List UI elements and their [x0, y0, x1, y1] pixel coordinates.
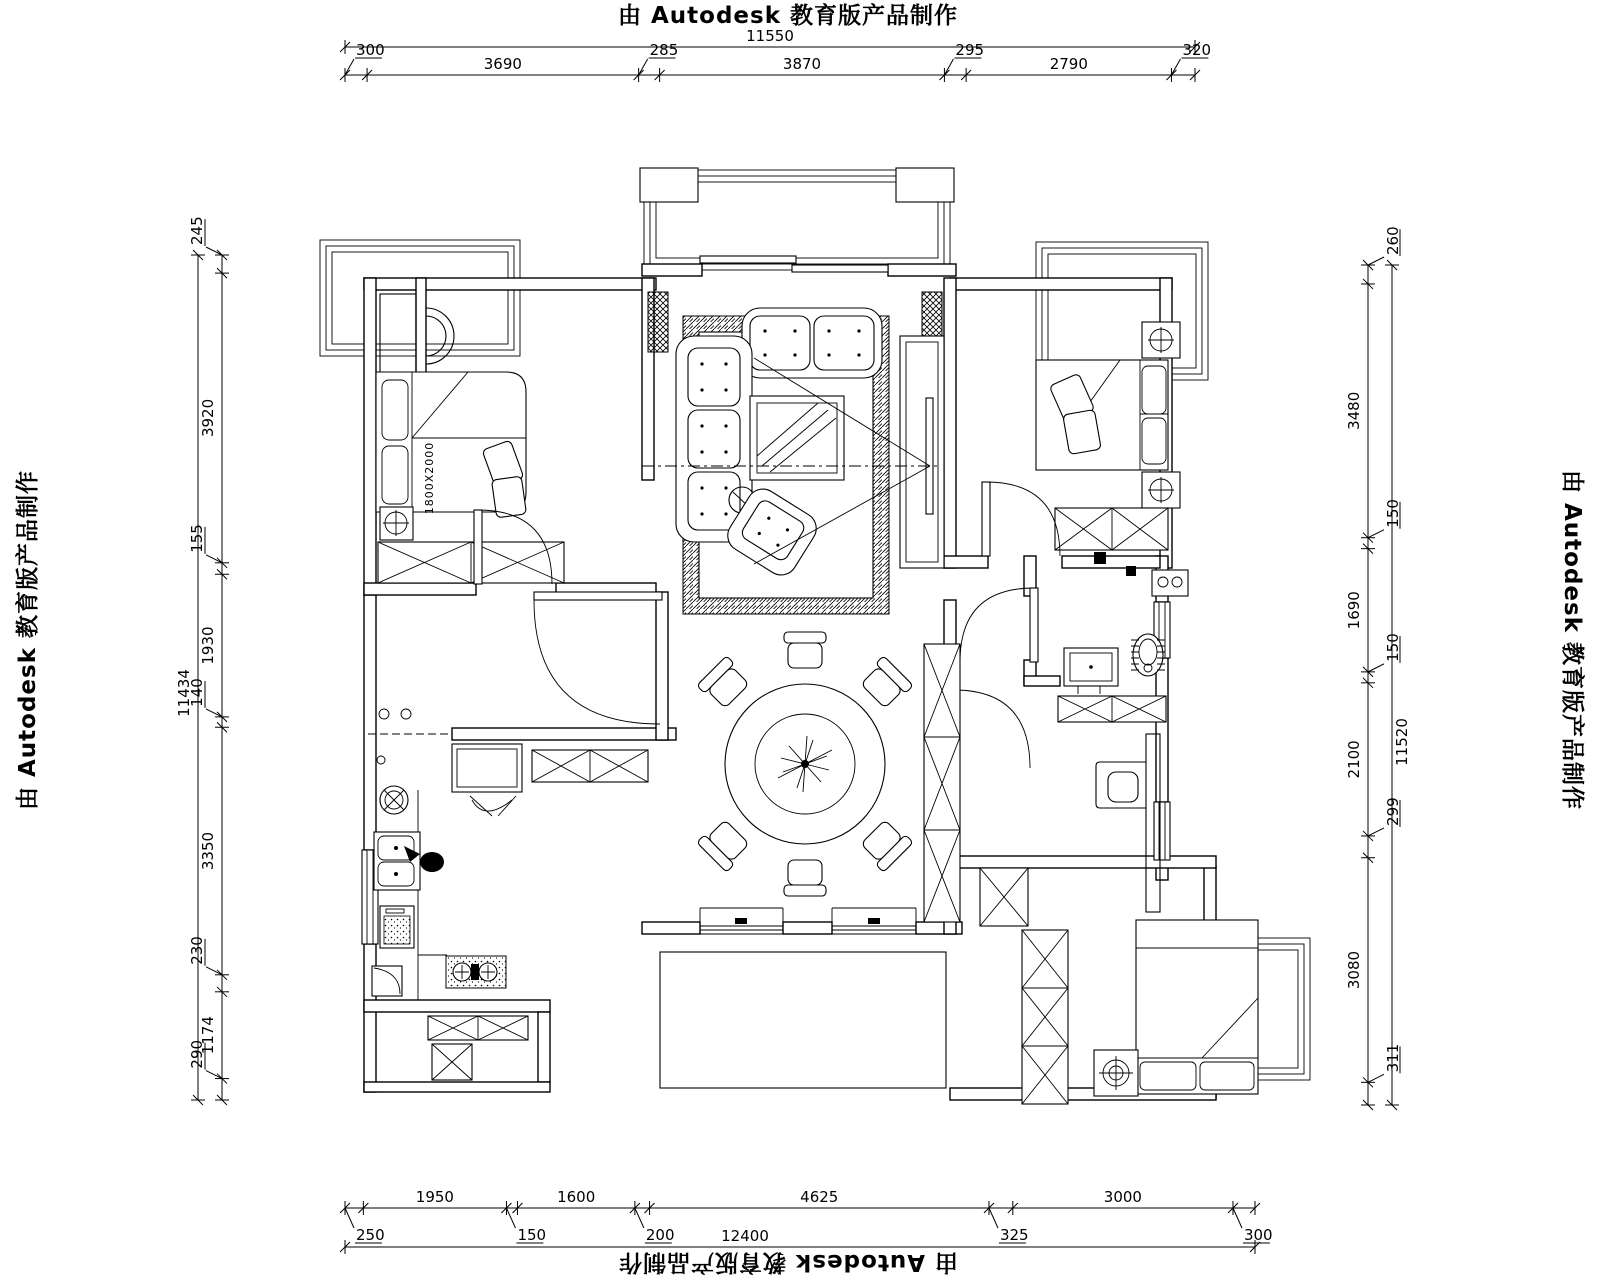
- wall-junction-block: [1094, 552, 1106, 564]
- svg-text:300: 300: [356, 41, 385, 59]
- floor-drain-icon: [380, 786, 408, 814]
- svg-text:3480: 3480: [1345, 391, 1363, 430]
- svg-text:11434: 11434: [175, 669, 193, 717]
- room-mid-left: [379, 592, 662, 724]
- washer-counter-icon: [1152, 570, 1188, 596]
- balcony-top-center: [640, 168, 954, 270]
- svg-text:11520: 11520: [1393, 718, 1411, 766]
- svg-text:300: 300: [1243, 1226, 1273, 1244]
- svg-text:11550: 11550: [746, 27, 794, 45]
- dressing-table-icon: [380, 294, 416, 376]
- svg-text:245: 245: [188, 216, 206, 245]
- svg-text:311: 311: [1384, 1043, 1402, 1073]
- cabinet-icon: [432, 1044, 472, 1080]
- chair-icon: [697, 817, 752, 872]
- cabinet-icon: [924, 644, 960, 922]
- svg-text:295: 295: [955, 41, 985, 59]
- chair-icon: [697, 656, 752, 711]
- svg-text:2790: 2790: [1049, 55, 1088, 73]
- cabinet-icon: [428, 1016, 528, 1040]
- coffee-table-icon: [750, 396, 844, 480]
- wardrobe-icon: [1022, 930, 1068, 1104]
- faucet-icon: [420, 852, 444, 872]
- bed-icon: [1036, 360, 1168, 470]
- bed-icon: [1136, 920, 1258, 1094]
- svg-text:3690: 3690: [483, 55, 522, 73]
- svg-text:4625: 4625: [800, 1188, 839, 1206]
- living-room: [642, 308, 944, 614]
- washer-icon: [380, 906, 414, 948]
- sofa-icon: [742, 308, 882, 378]
- door-icon: [960, 588, 1038, 662]
- balcony-top-right: [1036, 242, 1208, 380]
- svg-text:1930: 1930: [199, 626, 217, 665]
- door-icon: [982, 482, 1060, 556]
- window-icon: [832, 908, 916, 934]
- bed-size-label: 1800X2000: [423, 441, 436, 515]
- svg-text:150: 150: [1384, 499, 1402, 528]
- svg-text:260: 260: [1384, 226, 1402, 255]
- column-icon: [980, 868, 1028, 926]
- svg-text:3920: 3920: [199, 398, 217, 438]
- chair-icon: [1108, 772, 1138, 802]
- svg-text:2100: 2100: [1345, 740, 1363, 779]
- svg-text:230: 230: [188, 936, 206, 965]
- svg-text:3080: 3080: [1345, 950, 1363, 990]
- door-icon: [534, 592, 662, 724]
- svg-text:1690: 1690: [1345, 591, 1363, 630]
- wall-junction-block: [1126, 566, 1136, 576]
- autodesk-education-banner-right: 由 Autodesk 教育版产品制作: [1559, 469, 1585, 811]
- chair-icon: [858, 656, 913, 711]
- autodesk-education-banner-left: 由 Autodesk 教育版产品制作: [15, 469, 41, 811]
- chair-icon: [784, 632, 826, 668]
- fridge-icon: [372, 966, 402, 996]
- dining-room: [697, 632, 960, 922]
- nightstand-lamp-icon: [1142, 472, 1180, 508]
- toilet-icon: [1131, 634, 1165, 676]
- nightstand-lamp-icon: [380, 507, 413, 540]
- column-icon: [640, 168, 698, 202]
- shoe-cabinet-icon: [532, 750, 648, 782]
- svg-text:155: 155: [188, 524, 206, 553]
- nightstand-lamp-icon: [1142, 322, 1180, 358]
- nightstand-lamp-icon: [1094, 1050, 1138, 1096]
- svg-text:3870: 3870: [782, 55, 822, 73]
- bedroom-top-right: [982, 322, 1180, 556]
- kitchen: [372, 744, 648, 1080]
- sink-icon: [1064, 648, 1118, 694]
- autodesk-education-banner-top: 由 Autodesk 教育版产品制作: [617, 3, 959, 29]
- svg-text:1174: 1174: [199, 1016, 217, 1055]
- chair-icon: [784, 860, 826, 896]
- cabinet-icon: [1058, 696, 1166, 722]
- window-icon: [1154, 802, 1170, 860]
- svg-text:3000: 3000: [1103, 1188, 1142, 1206]
- svg-text:285: 285: [649, 41, 679, 59]
- svg-text:3350: 3350: [199, 831, 217, 871]
- svg-text:12400: 12400: [721, 1227, 769, 1245]
- svg-text:1600: 1600: [557, 1188, 596, 1206]
- bathroom: [960, 570, 1188, 722]
- pantry-cabinet-icon: [452, 744, 522, 816]
- sink-icon: [374, 832, 444, 890]
- wardrobe-icon: [1055, 508, 1168, 550]
- bed-icon: [376, 372, 526, 518]
- svg-text:325: 325: [999, 1226, 1029, 1244]
- column-icon: [648, 292, 668, 352]
- svg-text:140: 140: [188, 678, 206, 707]
- void-area: [660, 952, 946, 1088]
- svg-text:200: 200: [645, 1226, 675, 1244]
- svg-text:150: 150: [517, 1226, 547, 1244]
- counter-edge: [418, 790, 447, 1000]
- stove-icon: [446, 956, 506, 988]
- chair-icon: [858, 817, 913, 872]
- bedroom-master: [376, 278, 564, 584]
- window-icon: [700, 908, 783, 934]
- svg-text:1950: 1950: [415, 1188, 454, 1206]
- svg-text:299: 299: [1384, 797, 1402, 826]
- door-icon: [950, 690, 1030, 768]
- svg-text:150: 150: [1384, 633, 1402, 662]
- autodesk-education-banner-bottom: 由 Autodesk 教育版产品制作: [617, 1249, 959, 1275]
- wardrobe-icon: [378, 542, 564, 583]
- svg-text:250: 250: [356, 1226, 385, 1244]
- column-icon: [896, 168, 954, 202]
- svg-text:290: 290: [188, 1039, 206, 1069]
- svg-text:320: 320: [1182, 41, 1212, 59]
